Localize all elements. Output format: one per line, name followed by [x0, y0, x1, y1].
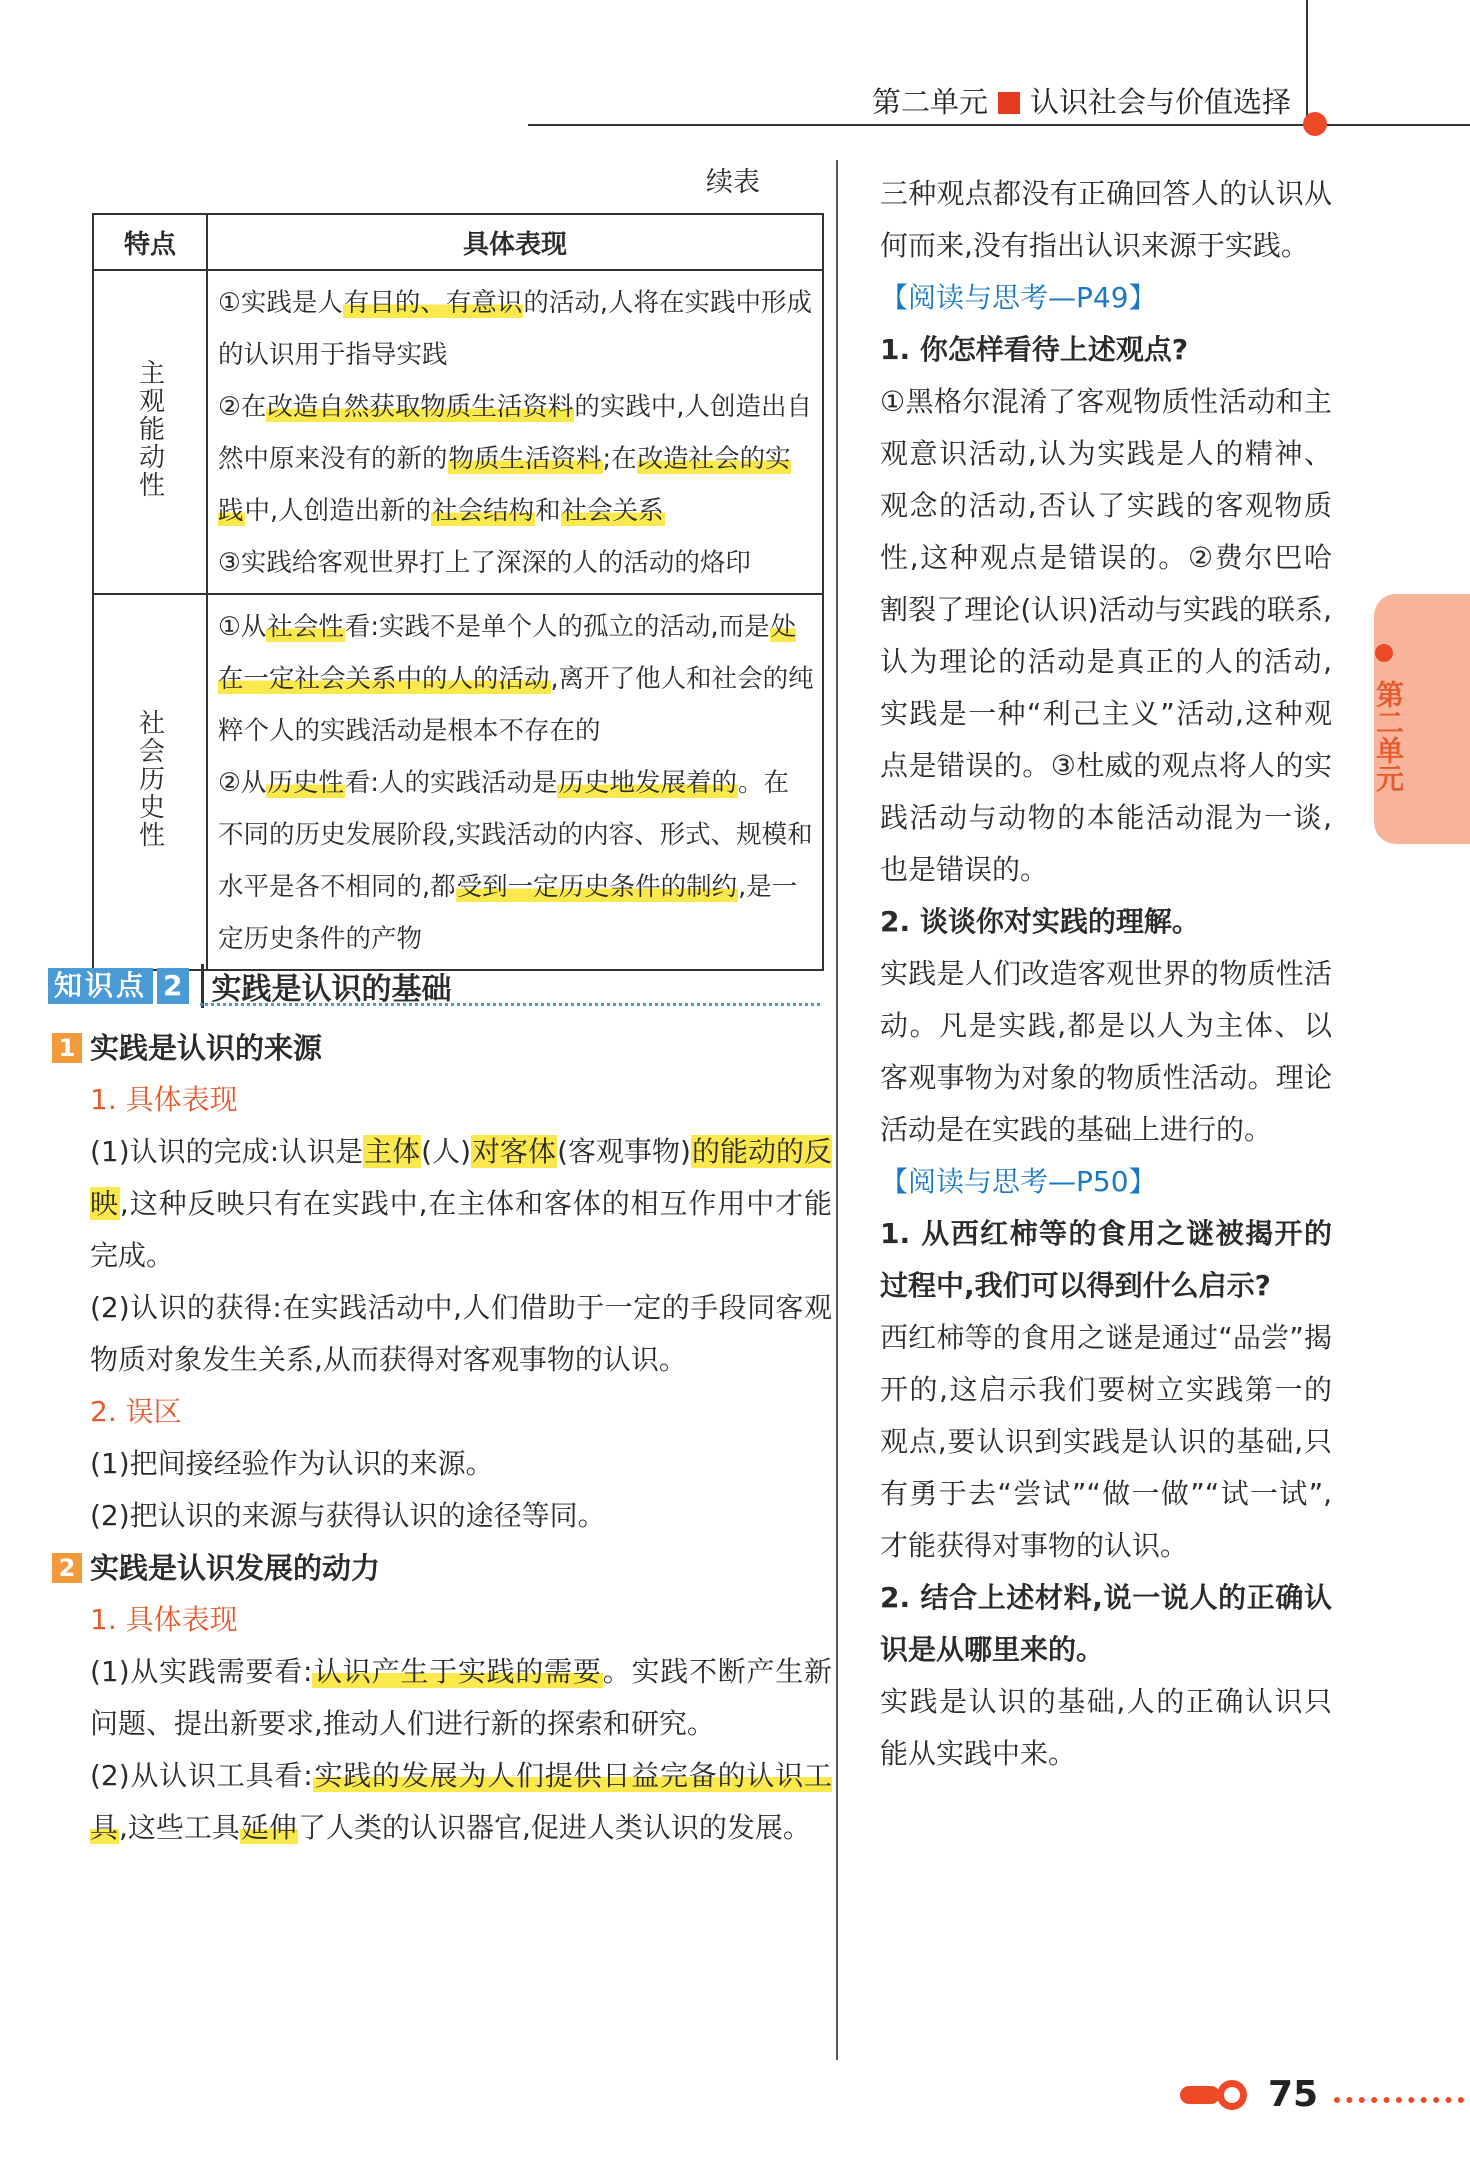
knowledge-point-title: 实践是认识的基础 — [201, 964, 452, 1008]
section-title — [52, 1022, 832, 1074]
section-title-text: 实践是认识发展的动力 — [90, 1551, 381, 1585]
unit-label: 第二单元 — [872, 85, 989, 119]
paragraph: 三种观点都没有正确回答人的认识从何而来,没有指出认识来源于实践。 — [880, 177, 1332, 262]
table-cell: ①从社会性看:实践不是单个人的孤立的活动,而是处在一定社会关系中的人的活动,离开了他人和社会的纯粹个人的实践活动是根本不存在的 ②从历史性看:人的实践活动是历史地发展着的。在不同的历史发展阶段,实践活动的内容、形式、规模和水平是各不相同的,都受到一定历史条件的制约,是一定历史条件的产物 — [207, 594, 823, 970]
table-header-feature: 特点 — [93, 214, 207, 270]
question: 1. 你怎样看待上述观点? — [880, 333, 1189, 366]
side-tab-label: 第二单元 — [1372, 680, 1405, 792]
row-label: 社会历史性 — [134, 708, 165, 849]
subheading: 2. 误区 — [90, 1395, 182, 1428]
section-number-badge: 1 — [52, 1033, 82, 1063]
page-dotted-rule — [1334, 2097, 1464, 2103]
table-header-expression: 具体表现 — [207, 214, 823, 270]
row-label-cell — [93, 594, 207, 970]
square-icon — [998, 92, 1020, 114]
header-rule — [528, 124, 1470, 126]
features-table — [92, 213, 824, 971]
subheading: 1. 具体表现 — [90, 1603, 238, 1636]
row-label: 主观能动性 — [134, 358, 165, 499]
continued-label: 续表 — [706, 167, 760, 198]
subheading: 1. 具体表现 — [90, 1083, 238, 1116]
section-number-badge: 2 — [52, 1553, 82, 1583]
paragraph: (1)认识的完成:认识是主体(人)对客体(客观事物)的能动的反映,这种反映只有在实践中,在主体和客体的相互作用中才能完成。 — [90, 1135, 832, 1272]
question: 2. 结合上述材料,说一说人的正确认识是从哪里来的。 — [880, 1581, 1332, 1666]
page-number: 75 — [1268, 2074, 1319, 2115]
section-title — [52, 1542, 832, 1594]
knowledge-point-header — [48, 968, 452, 1007]
paragraph: (1)把间接经验作为认识的来源。 — [90, 1447, 494, 1480]
paragraph: 实践是认识的基础,人的正确认识只能从实践中来。 — [880, 1685, 1332, 1770]
paragraph: 实践是人们改造客观世界的物质性活动。凡是实践,都是以人为主体、以客观事物为对象的物质性活动。理论活动是在实践的基础上进行的。 — [880, 957, 1332, 1146]
knowledge-point-badge: 知识点 — [48, 968, 153, 1004]
header-vertical-rule — [1306, 0, 1308, 125]
right-column-body — [880, 168, 1332, 1780]
header-dot-icon — [1303, 112, 1327, 136]
unit-title: 认识社会与价值选择 — [1030, 85, 1292, 119]
question: 2. 谈谈你对实践的理解。 — [880, 905, 1200, 938]
paragraph: (1)从实践需要看:认识产生于实践的需要。实践不断产生新问题、提出新要求,推动人们进行新的探索和研究。 — [90, 1655, 832, 1740]
paragraph: ①黑格尔混淆了客观物质性活动和主观意识活动,认为实践是人的精神、观念的活动,否认了实践的客观物质性,这种观点是错误的。②费尔巴哈割裂了理论(认识)活动与实践的联系,认为理论的活动是真正的人的活动,实践是一种“利己主义”活动,这种观点是错误的。③杜威的观点将人的实践活动与动物的本能活动混为一谈,也是错误的。 — [880, 385, 1332, 886]
paragraph: (2)把认识的来源与获得认识的途径等同。 — [90, 1499, 606, 1532]
question: 1. 从西红柿等的食用之谜被揭开的过程中,我们可以得到什么启示? — [880, 1217, 1332, 1302]
row-label-cell — [93, 270, 207, 594]
paragraph: (2)认识的获得:在实践活动中,人们借助于一定的手段同客观物质对象发生关系,从而获得对客观事物的认识。 — [90, 1291, 832, 1376]
page-marker-icon — [1180, 2078, 1254, 2112]
column-divider — [836, 160, 838, 2060]
paragraph: (2)从认识工具看:实践的发展为人们提供日益完备的认识工具,这些工具延伸了人类的认识器官,促进人类认识的发展。 — [90, 1759, 832, 1844]
knowledge-point-number: 2 — [157, 968, 188, 1004]
reading-ref: 【阅读与思考—P49】 — [880, 281, 1157, 314]
side-tab-dot-icon — [1375, 644, 1393, 662]
left-column-body — [52, 1022, 832, 1854]
paragraph: 西红柿等的食用之谜是通过“品尝”揭开的,这启示我们要树立实践第一的观点,要认识到实践是认识的基础,只有勇于去“尝试”“做一做”“试一试”,才能获得对事物的认识。 — [880, 1321, 1332, 1562]
table-cell: ①实践是人有目的、有意识的活动,人将在实践中形成的认识用于指导实践 ②在改造自然获取物质生活资料的实践中,人创造出自然中原来没有的新的物质生活资料;在改造社会的实践中,人创造出新的社会结构和社会关系 ③实践给客观世界打上了深深的人的活动的烙印 — [207, 270, 823, 594]
dotted-divider — [200, 1003, 820, 1006]
section-title-text: 实践是认识的来源 — [90, 1031, 323, 1065]
reading-ref: 【阅读与思考—P50】 — [880, 1165, 1157, 1198]
running-header — [872, 80, 1291, 121]
